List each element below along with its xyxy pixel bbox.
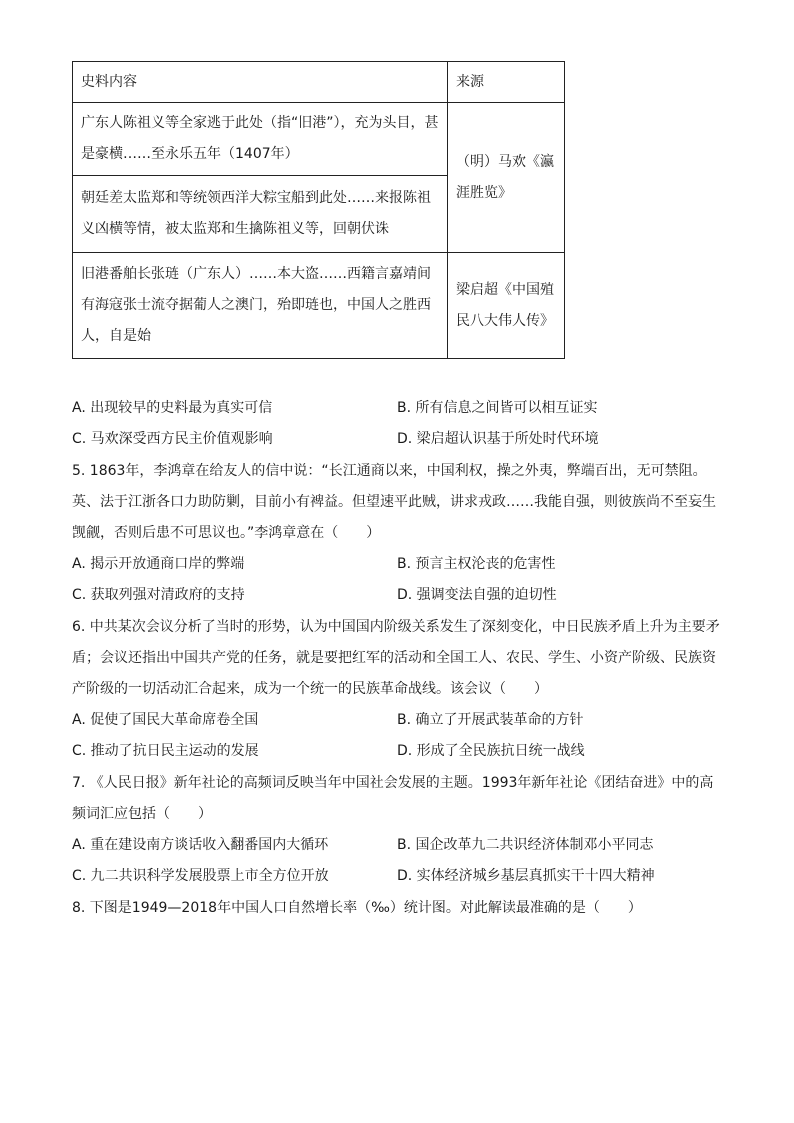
q5-option-b: B. 预言主权沦丧的危害性 [397,556,556,572]
header-source: 来源 [448,62,565,103]
source-table [72,61,565,359]
q5-stem: 5. 1863年，李鸿章在给友人的信中说：“长江通商以来，中国利权，操之外夷，弊端百出，无可禁阻。英、法于江浙各口力助防剿，目前小有裨益。但望速平此贼，讲求戎政……我能自强，则彼族尚不至妄生觊觎，否则后患不可思议也。”李鸿章意在（ ） [72,463,716,541]
q6-stem: 6. 中共某次会议分析了当时的形势，认为中国国内阶级关系发生了深刻变化，中日民族矛盾上升为主要矛盾；会议还指出中国共产党的任务，就是要把红军的活动和全国工人、农民、学生、小资产阶级、民族资产阶级的一切活动汇合起来，成为一个统一的民族革命战线。该会议（ ） [72,619,720,697]
header-content: 史料内容 [73,62,448,103]
q5-option-d: D. 强调变法自强的迫切性 [397,587,557,603]
q5-option-c: C. 获取列强对清政府的支持 [72,587,245,603]
row-source: 梁启超《中国殖民八大伟人传》 [448,253,565,359]
q7-option-a: A. 重在建设南方谈话收入翻番国内大循环 [72,837,329,853]
table-row [73,253,565,359]
row-content: 广东人陈祖义等全家逃于此处（指“旧港”），充为头目，甚是豪横……至永乐五年（1407年） [73,103,448,176]
q7-option-c: C. 九二共识科学发展股票上市全方位开放 [72,868,329,884]
q7-option-b: B. 国企改革九二共识经济体制邓小平同志 [397,837,654,853]
q6-option-c: C. 推动了抗日民主运动的发展 [72,743,259,759]
q6-option-a: A. 促使了国民大革命席卷全国 [72,712,259,728]
q4-option-c: C. 马欢深受西方民主价值观影响 [72,431,273,447]
q7-stem: 7. 《人民日报》新年社论的高频词反映当年中国社会发展的主题。1993年新年社论《团结奋进》中的高频词汇应包括（ ） [72,775,714,822]
q4-option-d: D. 梁启超认识基于所处时代环境 [397,431,599,447]
q8-stem: 8. 下图是1949—2018年中国人口自然增长率（‰）统计图。对此解读最准确的是（ ） [72,900,642,916]
row-content: 朝廷差太监郑和等统领西洋大粽宝船到此处……来报陈祖义凶横等情，被太监郑和生擒陈祖义等，回朝伏诛 [73,176,448,253]
q7-option-d: D. 实体经济城乡基层真抓实干十四大精神 [397,868,655,884]
table-header-row [73,62,565,103]
row-source: （明）马欢《瀛涯胜览》 [448,103,565,253]
q5-option-a: A. 揭示开放通商口岸的弊端 [72,556,245,572]
q6-option-b: B. 确立了开展武装革命的方针 [397,712,584,728]
table-row [73,103,565,176]
q4-option-b: B. 所有信息之间皆可以相互证实 [397,400,598,416]
q4-option-a: A. 出现较早的史料最为真实可信 [72,400,273,416]
q6-option-d: D. 形成了全民族抗日统一战线 [397,743,585,759]
row-content: 旧港番舶长张琏（广东人）……本大盗……西籍言嘉靖间有海寇张士流夺据葡人之澳门，殆即琏也，中国人之胜西人，自是始 [73,253,448,359]
